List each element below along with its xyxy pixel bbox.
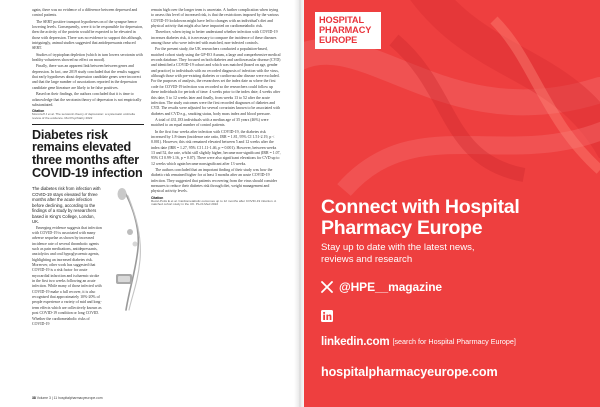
advert-headline [321,197,596,239]
paragraph: Based on their findings, the authors concluded that it is time to acknowledge that the serotonin theory of depression is not empirically substantiated. [32,92,142,107]
x-handle: @HPE__magazine [339,280,443,294]
linkedin-link[interactable] [321,335,516,348]
paragraph: In the first four weeks after infection with COVID-19, the diabetes risk increased by 1.8-times (incidence rate ratio, IRR = 1.81, 95% CI 1.51-2.19, p < 0.001). However, this risk remained elevated between 5 and 12 weeks after the index date (IRR = 1.27, 95% CI 1.11-1.46, p = 0.001). However, between weeks 13 and 52, the rate, whilst still slightly higher, became non-significant (IRR = 1.07, 95% CI 0.99-1.16, p = 0.07). There were also significant elevations for CVD up to 12 weeks which again became nonsignificant after 13 weeks. [151,129,281,166]
article-column-right [151,8,281,391]
paragraph: The SERT positive transport hypotheses on of the synapse hence lowering levels. Consequently, were it to be responsible for depression, then the activity of the protein would be expected to be elevated in those with depression. There was no evidence to support this although, intriguingly, animal studies suggested that antidepressants reduced SERT. [32,19,144,51]
paragraph: Emerging evidence suggests that infection with COVID-19 is associated with many adverse sequelae as shown by increased incidence rate of several thrombotic agents such as pain medications, antidepressants, anxiolytics and oral hypoglycaemic agents, highlighting an increased diabetes risk. Moreover, other work has suggested that COVID-19 is a risk factor for acute myocardial infarction and ischaemic stroke in the first two weeks following an acute infection. While many of those infected with COVID-19 make a full recover, it is also recognised that approximately 10%-20% of people experience a variety of mid and long-term effects which are collectively known as post COVID-19 condition or long COVID. Whether the cardiometabolic risks of COVID-19 [32,225,102,326]
article-body-lower [32,186,144,327]
linkedin-domain: linkedin.com [321,335,390,348]
article-column-left [32,8,144,400]
paragraph: Therefore, when trying to better understand whether infection with COVID-19 increases diabetes risk, it is necessary to compare the incidence of these diseases among those who were infected with matched, non-infected controls. [151,30,278,46]
website-link[interactable] [321,365,498,379]
subheadline-line: reviews and research [321,253,413,265]
paragraph: The authors concluded that an important finding of their study was how the diabetic risk remained higher for at least 3 months after an acute COVID-19 infection. They suggested that patients recovering from the virus should consider measures to reduce their diabetes risk through diet, weight management and physical activity levels. [151,167,278,194]
logo-line: HOSPITAL [319,15,364,25]
logo-line: EUROPE [319,35,358,46]
headline-line: Connect with Hospital [321,196,520,218]
linkedin-icon [321,310,333,322]
article-headline: Diabetes risk remains elevated three months after COVID-19 infection [32,127,143,180]
subheadline-line: Stay up to date with the latest news, [321,242,475,253]
linkedin-logo-row [321,310,339,322]
website-url: hospitalpharmacyeurope.com [321,365,498,379]
hpe-logo [315,12,381,49]
paragraph: Studies of tryptophan depletion (which in turn lowers serotonin with healthy volunteers showed no effect on mood). [32,52,143,63]
x-social-link[interactable] [321,280,442,294]
paragraph: A total of 431,183 individuals with a median age of 35 years (46%) were matched to an equal number of control patients. [151,117,269,128]
headline-line: Pharmacy Europe [321,217,483,239]
footer-text: Volume 3 | 11 hospitalpharmacyeurope.com [36,396,103,400]
diabetes-illustration [102,186,144,314]
linkedin-search-hint: [search for Hospital Pharmacy Europe] [392,337,516,346]
paragraph: For the present study, the UK researchers conducted a population-based, matched cohort study using the GP-EO Aurum, a large and comprehensive medical records database. They focused on both diabetes and cardiovascular disease (CVD) and identified a COVID-19 cohort and which was matched (based on age, gender and practice) to individuals with no recorded diagnosis of infection with the virus, although those with pre-existing diabetes or cardiovascular disease were excluded. For the purposes of analysis, the researchers set the index date as where the first code for COVID-19 infection was recorded so the researchers could follow up these individuals for periods of time: 4 weeks prior to the index date; 4 weeks after this date; 5 to 12 weeks later and finally, from weeks 13 to 52 after the acute infection. The study outcomes were the first recorded diagnoses of diabetes and CVD. The results were adjusted for several covariates known to be associated with diabetes and CVD e.g., smoking status, body mass index and blood pressure. [151,47,281,116]
page-number: 38 [32,396,36,400]
paragraph: remain high over the longer term is uncertain. A further complication when trying to assess this level of increased risk, is that the restrictions imposed by the various COVID-19 lockdowns might have led to changes with an individual's diet and physical activity that might also have impacted on cardiometabolic risk. [151,8,279,29]
x-logo-icon [321,281,333,293]
citation-label: Citation [151,195,164,200]
logo-line: PHARMACY [319,25,372,36]
citation-label: Citation [32,109,45,114]
page-footer [32,396,103,400]
lead-paragraph: The diabetes risk from infection with COVID-19 stays elevated for three months after the acute infection before declining, according to the findings of a study by researchers based in King's College, London, UK. [32,186,101,225]
paragraph: again, there was no evidence of a difference between depressed and control patients. [32,8,138,18]
advert-subheadline [321,242,581,265]
paragraph: Finally, there was an apparent link between between genes and depression. In fact, one 2019 study concluded that the results suggest that early hypotheses about depression candidate genes were incorrect and that the large number of associations reported in the depression candidate gene literature are likely to be false positives. [32,64,142,90]
citation-text: Rezel-Potts E et al. Cardiometabolic outcomes up to 12 months after COVID-19 infection. A matched cohort study in the UK. PLoS Med 2022 [151,198,277,207]
advert-page [304,0,600,407]
citation-text: Moncrieff J et al. The serotonin theory of depression: a systematic umbrella review of the evidence. Mol Psychiatry 2022 [32,112,135,120]
section-divider [32,124,144,125]
